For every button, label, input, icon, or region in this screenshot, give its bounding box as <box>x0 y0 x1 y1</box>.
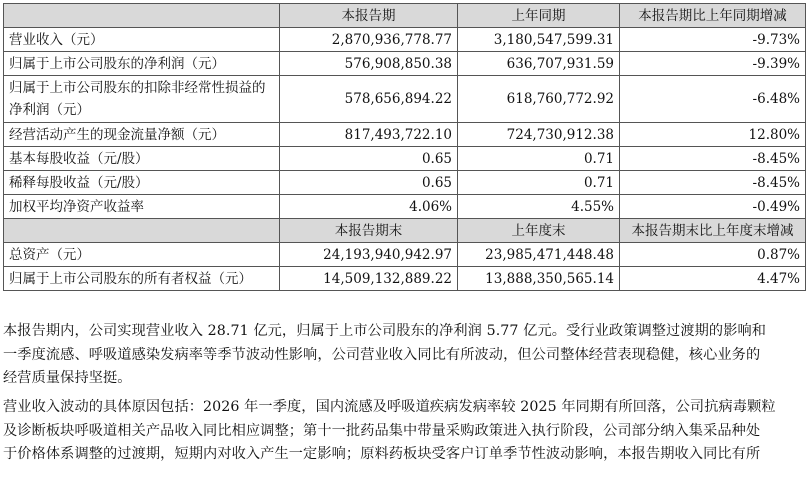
table-header-row <box>4 4 806 28</box>
change-cell: -8.45% <box>620 147 806 171</box>
header-cell: 上年同期 <box>458 4 620 28</box>
change-cell: -8.45% <box>620 171 806 195</box>
row-label: 归属于上市公司股东的净利润（元） <box>4 52 280 76</box>
value-cell: 24,193,940,942.97 <box>280 243 458 267</box>
table-row <box>4 147 806 171</box>
row-label: 总资产（元） <box>4 243 280 267</box>
value-cell: 0.71 <box>458 147 620 171</box>
row-label: 归属于上市公司股东的扣除非经常性损益的净利润（元） <box>4 76 280 123</box>
value-cell: 578,656,894.22 <box>280 76 458 123</box>
table-row <box>4 52 806 76</box>
value-cell: 636,707,931.59 <box>458 52 620 76</box>
change-cell: -0.49% <box>620 195 806 219</box>
header-cell: 上年度末 <box>458 219 620 243</box>
paragraph-line: 经营质量保持坚挺。 <box>3 370 132 386</box>
value-cell: 3,180,547,599.31 <box>458 28 620 52</box>
table-row <box>4 243 806 267</box>
value-cell: 4.06% <box>280 195 458 219</box>
row-label: 经营活动产生的现金流量净额（元） <box>4 123 280 147</box>
table-row <box>4 195 806 219</box>
row-label: 营业收入（元） <box>4 28 280 52</box>
table-row <box>4 123 806 147</box>
change-cell: 12.80% <box>620 123 806 147</box>
financial-summary-table <box>3 3 806 291</box>
change-cell: -6.48% <box>620 76 806 123</box>
value-cell: 576,908,850.38 <box>280 52 458 76</box>
value-cell: 0.71 <box>458 171 620 195</box>
row-label: 加权平均净资产收益率 <box>4 195 280 219</box>
table-row <box>4 28 806 52</box>
paragraph-line: 一季度流感、呼吸道感染发病率等季节波动性影响，公司营业收入同比有所波动，但公司整体经营表现稳健，核心业务的 <box>3 346 761 363</box>
header-cell: 本报告期 <box>280 4 458 28</box>
value-cell: 4.55% <box>458 195 620 219</box>
value-cell: 817,493,722.10 <box>280 123 458 147</box>
paragraph-line: 于价格体系调整的过渡期，短期内对收入产生一定影响；原料药板块受客户订单季节性波动影响，本报告期收入同比有所 <box>3 446 761 462</box>
summary-paragraph <box>3 320 803 391</box>
paragraph-line: 营业收入波动的具体原因包括：2026 年一季度，国内流感及呼吸道疾病发病率较 2025 年同期有所回落，公司抗病毒颗粒 <box>3 399 776 415</box>
header-cell <box>4 4 280 28</box>
row-label: 基本每股收益（元/股） <box>4 147 280 171</box>
row-label: 归属于上市公司股东的所有者权益（元） <box>4 267 280 291</box>
change-cell: -9.39% <box>620 52 806 76</box>
value-cell: 0.65 <box>280 171 458 195</box>
table-row <box>4 267 806 291</box>
value-cell: 618,760,772.92 <box>458 76 620 123</box>
value-cell: 2,870,936,778.77 <box>280 28 458 52</box>
paragraph-line: 及诊断板块呼吸道相关产品收入同比相应调整；第十一批药品集中带量采购政策进入执行阶段，公司部分纳入集采品种处 <box>3 422 761 439</box>
header-cell <box>4 219 280 243</box>
row-label: 稀释每股收益（元/股） <box>4 171 280 195</box>
value-cell: 14,509,132,889.22 <box>280 267 458 291</box>
change-cell: -9.73% <box>620 28 806 52</box>
value-cell: 23,985,471,448.48 <box>458 243 620 267</box>
header-cell: 本报告期末 <box>280 219 458 243</box>
revenue-reason-paragraph <box>3 396 803 467</box>
value-cell: 13,888,350,565.14 <box>458 267 620 291</box>
value-cell: 724,730,912.38 <box>458 123 620 147</box>
table-row <box>4 76 806 123</box>
table-row <box>4 171 806 195</box>
paragraph-line: 本报告期内，公司实现营业收入 28.71 亿元，归属于上市公司股东的净利润 5.77 亿元。受行业政策调整过渡期的影响和 <box>3 323 767 339</box>
header-cell: 本报告期末比上年度末增减 <box>620 219 806 243</box>
table-header-row <box>4 219 806 243</box>
change-cell: 0.87% <box>620 243 806 267</box>
value-cell: 0.65 <box>280 147 458 171</box>
change-cell: 4.47% <box>620 267 806 291</box>
header-cell: 本报告期比上年同期增减 <box>620 4 806 28</box>
